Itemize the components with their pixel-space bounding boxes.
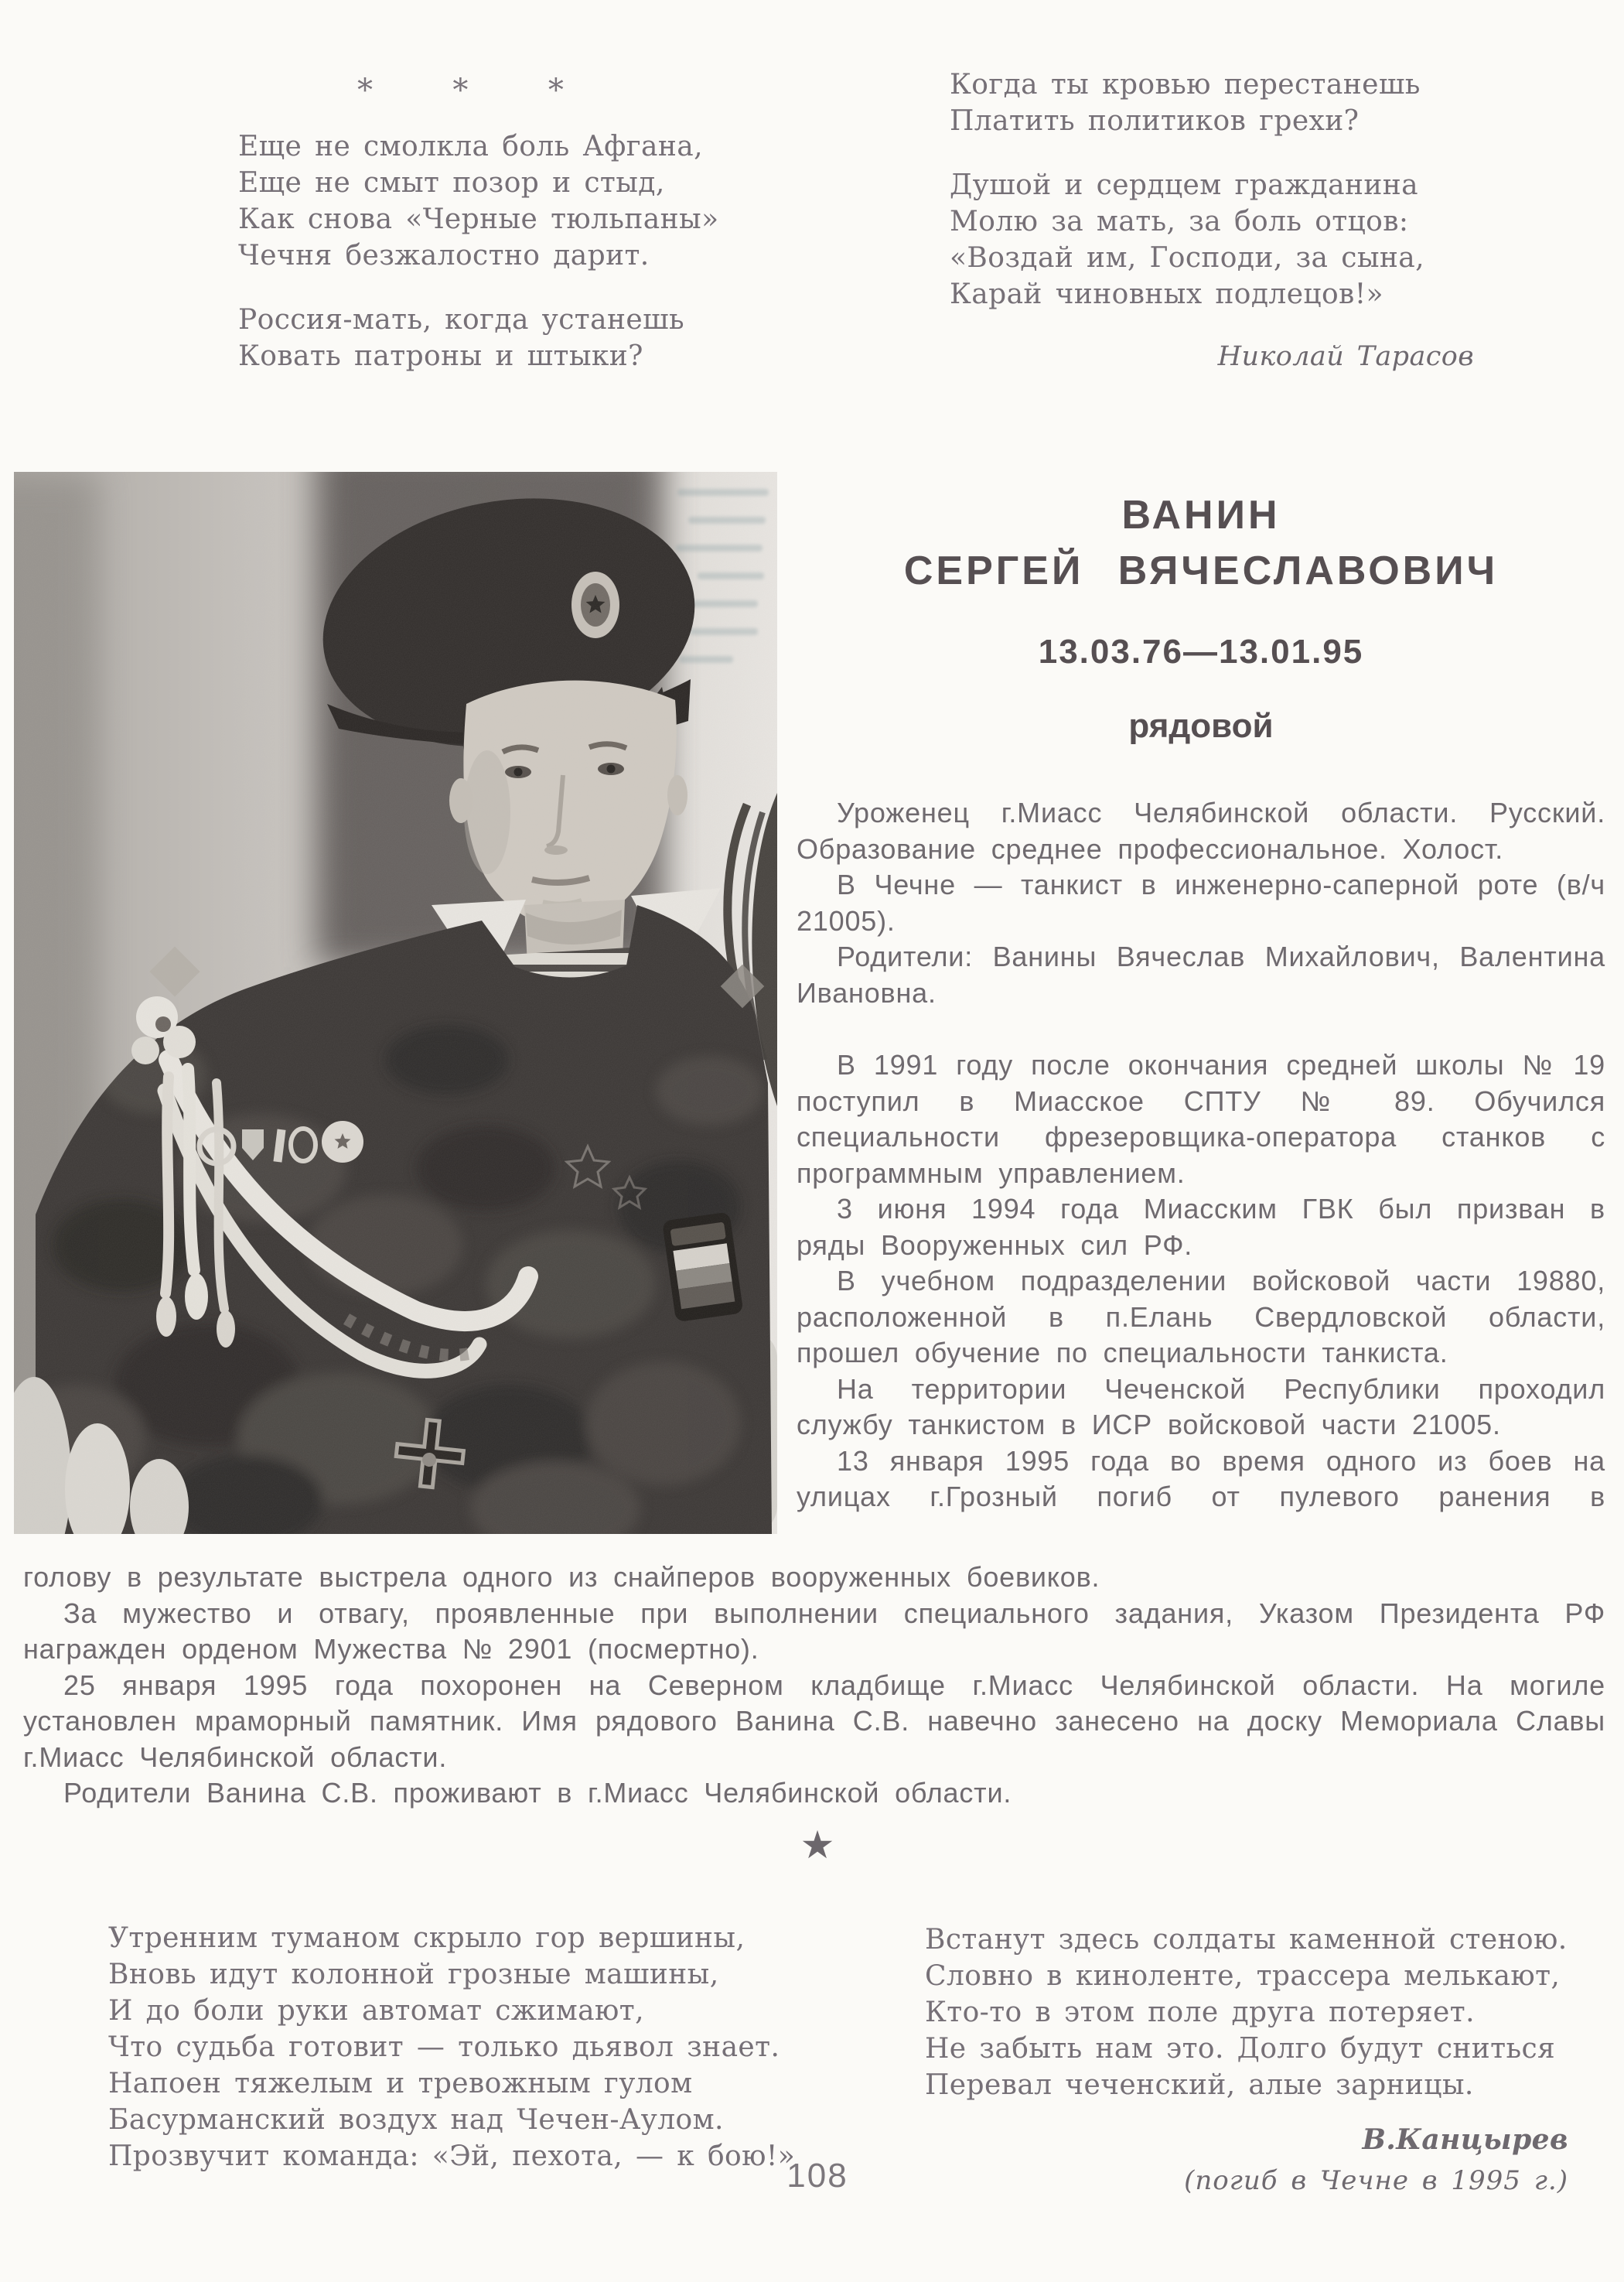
- biography-paragraphs-b: [797, 1047, 1605, 1515]
- poem-author: В.Канцырев: [1362, 2123, 1568, 2156]
- poem-line: Молю за мать, за боль отцов:: [950, 206, 1409, 237]
- name-patronymic-title: СЕРГЕЙ ВЯЧЕСЛАВОВИЧ: [903, 548, 1499, 593]
- poem-line: Кто-то в этом поле друга потеряет.: [925, 1997, 1475, 2028]
- poem-line: Еще не смыт позор и стыд,: [238, 167, 665, 199]
- poem-line: Что судьба готовит — только дьявол знает.: [108, 2031, 780, 2063]
- poem-line: И до боли руки автомат сжимают,: [108, 1995, 644, 2027]
- poem-line: Басурманский воздух над Чечен-Аулом.: [108, 2104, 724, 2136]
- poem-line: «Воздай им, Господи, за сына,: [950, 242, 1424, 274]
- military-rank: рядовой: [1128, 707, 1274, 745]
- memorial-photo: [14, 472, 777, 1534]
- poem-line: Душой и сердцем гражданина: [950, 169, 1419, 201]
- poem-top-left: [238, 128, 719, 374]
- poem-line: Утренним туманом скрыло гор вершины,: [108, 1922, 745, 1954]
- stanza: [238, 128, 719, 274]
- memorial-column: [797, 492, 1605, 1515]
- poem-line: Встанут здесь солдаты каменной стеною.: [925, 1924, 1568, 1956]
- poem-line: Словно в киноленте, трассера мелькают,: [925, 1960, 1561, 1992]
- paragraph: Уроженец г.Миасс Челябинской области. Русский. Образование среднее профессиональное. Холост.: [797, 797, 1605, 865]
- poem-line: Вновь идут колонной грозные машины,: [108, 1959, 719, 1990]
- stanza: [925, 1922, 1568, 2103]
- paragraph: В Чечне — танкист в инженерно-саперной роте (в/ч 21005).: [797, 869, 1605, 937]
- poem-line: Ковать патроны и штыки?: [238, 340, 643, 372]
- poem-line: Чечня безжалостно дарит.: [238, 240, 650, 272]
- poem-line: Платить политиков грехи?: [950, 105, 1360, 137]
- paragraph: 13 января 1995 года во время одного из боев на улицах г.Грозный погиб от пулевого ранения в: [797, 1444, 1605, 1512]
- poem-line: Карай чиновных подлецов!»: [950, 278, 1383, 310]
- poem-line: Как снова «Черные тюльпаны»: [238, 203, 719, 235]
- poem-author: Николай Тарасов: [1217, 341, 1474, 372]
- paragraph: 3 июня 1994 года Миасским ГВК был призван в ряды Вооруженных сил РФ.: [797, 1193, 1605, 1261]
- paragraph: Родители: Ванины Вячеслав Михайлович, Валентина Ивановна.: [797, 941, 1605, 1009]
- poem-line: Перевал чеченский, алые зарницы.: [925, 2069, 1474, 2101]
- paragraph: 25 января 1995 года похоронен на Северном кладбище г.Миасс Челябинской области. На могиле установлен мраморный памятник. Имя рядового Ванина С.В. навечно занесено на доску Мемориала Славы г.Миасс Челябинской области.: [23, 1669, 1605, 1773]
- poem-line: Еще не смолкла боль Афгана,: [238, 131, 703, 162]
- poem-author-note: (погиб в Чечне в 1995 г.): [1184, 2165, 1568, 2196]
- stanza: [108, 1920, 795, 2174]
- stanza: [238, 302, 719, 374]
- star-divider-icon: ★: [800, 1823, 835, 1867]
- paragraph: В 1991 году после окончания средней школы № 19 поступил в Миасское СПТУ № 89. Обучился специальности фрезеровщика-оператора станков с программным управлением.: [797, 1049, 1605, 1189]
- biography-paragraphs-a: [797, 795, 1605, 1011]
- life-dates: 13.03.76—13.01.95: [1038, 633, 1364, 671]
- poem-line: Россия-мать, когда устанешь: [238, 304, 684, 336]
- stanza: [950, 167, 1477, 313]
- paragraph: За мужество и отвагу, проявленные при выполнении специального задания, Указом Президента РФ награжден орденом Мужества № 2901 (посмертно).: [23, 1597, 1605, 1665]
- poem-bottom-right: [925, 1922, 1568, 2199]
- poem-line: Не забыть нам это. Долго будут сниться: [925, 2033, 1556, 2065]
- biography-paragraphs-full: [23, 1596, 1605, 1812]
- stanza: [950, 67, 1477, 139]
- poem-line: Прозвучит команда: «Эй, пехота, — к бою!»: [108, 2140, 796, 2172]
- poem-line: Когда ты кровью перестанешь: [950, 69, 1421, 101]
- surname-title: ВАНИН: [1121, 493, 1281, 538]
- biography-full-width: [23, 1559, 1605, 1812]
- poem-bottom-left: [108, 1920, 795, 2174]
- poem-signature: [925, 2122, 1568, 2199]
- photo-grain: [14, 472, 777, 1534]
- page-number: 108: [786, 2157, 848, 2195]
- paragraph: Родители Ванина С.В. проживают в г.Миасс Челябинской области.: [63, 1777, 1012, 1809]
- paragraph: В учебном подразделении войсковой части 19880, расположенной в п.Елань Свердловской области, прошел обучение по специальности танкиста.: [797, 1265, 1605, 1368]
- poem-line: Напоен тяжелым и тревожным гулом: [108, 2068, 693, 2099]
- paragraph: голову в результате выстрела одного из снайперов вооруженных боевиков.: [23, 1561, 1100, 1593]
- paragraph: На территории Чеченской Республики проходил службу танкистом в ИСР войсковой части 21005.: [797, 1372, 1605, 1440]
- poem-top-right: [950, 67, 1477, 375]
- asterisks-header: * * *: [357, 73, 584, 108]
